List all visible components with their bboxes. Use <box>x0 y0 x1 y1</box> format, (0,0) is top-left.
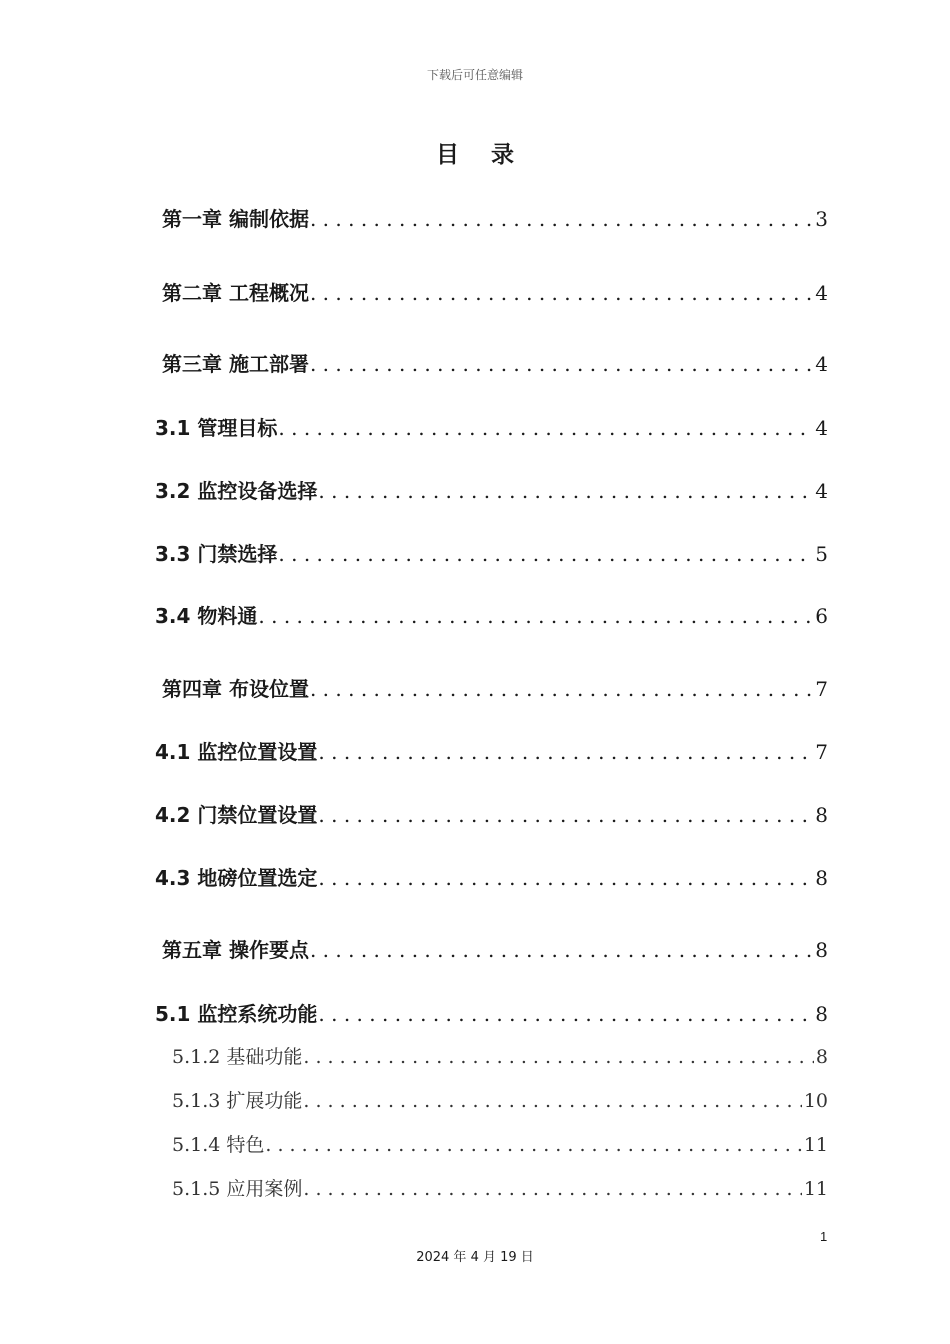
toc-leader-dots <box>310 352 813 376</box>
toc-entry-label: 3.3 门禁选择 <box>155 542 278 566</box>
toc-entry-page: 11 <box>803 1134 828 1156</box>
toc-leader-dots <box>318 479 813 503</box>
toc-entry[interactable] <box>162 203 828 232</box>
toc-entry[interactable] <box>162 673 828 702</box>
toc-entry-page: 8 <box>815 938 828 962</box>
toc-leader-dots <box>303 1178 801 1200</box>
toc-leader-dots <box>318 740 813 764</box>
toc-leader-dots <box>318 1002 813 1026</box>
toc-leader-dots <box>278 542 813 566</box>
toc-entry-page: 4 <box>815 416 828 440</box>
toc-entry-label: 4.3 地磅位置选定 <box>155 866 318 890</box>
toc-entry[interactable] <box>162 348 828 377</box>
toc-entry-page: 3 <box>815 207 828 231</box>
toc-leader-dots <box>318 866 813 890</box>
toc-entry-label: 4.1 监控位置设置 <box>155 740 318 764</box>
toc-entry-page: 8 <box>815 866 828 890</box>
toc-entry-page: 5 <box>815 542 828 566</box>
toc-title: 目 录 <box>435 142 526 168</box>
toc-leader-dots <box>303 1090 801 1112</box>
toc-entry-label: 第三章 施工部署 <box>162 352 309 376</box>
toc-entry[interactable] <box>155 736 828 765</box>
toc-entry-label: 5.1.2 基础功能 <box>172 1046 303 1068</box>
toc-entry-label: 5.1 监控系统功能 <box>155 1002 318 1026</box>
toc-entry[interactable] <box>162 934 828 963</box>
toc-entry[interactable] <box>155 475 828 504</box>
toc-entry[interactable] <box>162 277 828 306</box>
toc-entry[interactable] <box>172 1086 828 1113</box>
toc-entry[interactable] <box>155 799 828 828</box>
toc-entry-page: 8 <box>815 803 828 827</box>
toc-entry-page: 8 <box>815 1002 828 1026</box>
toc-entry[interactable] <box>155 862 828 891</box>
toc-leader-dots <box>310 207 813 231</box>
toc-leader-dots <box>310 938 813 962</box>
toc-entry-label: 第五章 操作要点 <box>162 938 309 962</box>
toc-leader-dots <box>310 281 813 305</box>
toc-entry[interactable] <box>155 998 828 1027</box>
toc-leader-dots <box>265 1134 801 1156</box>
toc-entry-label: 第一章 编制依据 <box>162 207 309 231</box>
toc-entry-page: 7 <box>815 740 828 764</box>
toc-entry-page: 7 <box>815 677 828 701</box>
toc-entry-page: 4 <box>815 281 828 305</box>
toc-leader-dots <box>318 803 813 827</box>
toc-entry-page: 8 <box>815 1046 828 1068</box>
toc-entry[interactable] <box>155 412 828 441</box>
toc-entry-page: 6 <box>815 604 828 628</box>
toc-entry-label: 3.4 物料通 <box>155 604 258 628</box>
toc-entry-label: 5.1.5 应用案例 <box>172 1178 303 1200</box>
toc-leader-dots <box>278 416 813 440</box>
toc-entry-label: 4.2 门禁位置设置 <box>155 803 318 827</box>
toc-entry-label: 3.1 管理目标 <box>155 416 278 440</box>
page-number: 1 <box>820 1229 828 1244</box>
toc-entry[interactable] <box>155 600 828 629</box>
toc-entry[interactable] <box>155 538 828 567</box>
toc-entry[interactable] <box>172 1174 828 1201</box>
toc-entry[interactable] <box>172 1042 828 1069</box>
toc-entry-page: 4 <box>815 352 828 376</box>
toc-leader-dots <box>258 604 813 628</box>
toc-entry-label: 第四章 布设位置 <box>162 677 309 701</box>
toc-entry-label: 5.1.3 扩展功能 <box>172 1090 303 1112</box>
toc-leader-dots <box>310 677 813 701</box>
toc-entry-label: 5.1.4 特色 <box>172 1134 265 1156</box>
toc-entry-page: 4 <box>815 479 828 503</box>
toc-entry-label: 第二章 工程概况 <box>162 281 309 305</box>
page-header: 下载后可任意编辑 <box>426 68 523 82</box>
toc-entry[interactable] <box>172 1130 828 1157</box>
footer-date: 2024 年 4 月 19 日 <box>416 1250 534 1265</box>
toc-leader-dots <box>303 1046 814 1068</box>
toc-entry-page: 10 <box>803 1090 828 1112</box>
toc-entry-page: 11 <box>803 1178 828 1200</box>
toc-entry-label: 3.2 监控设备选择 <box>155 479 318 503</box>
